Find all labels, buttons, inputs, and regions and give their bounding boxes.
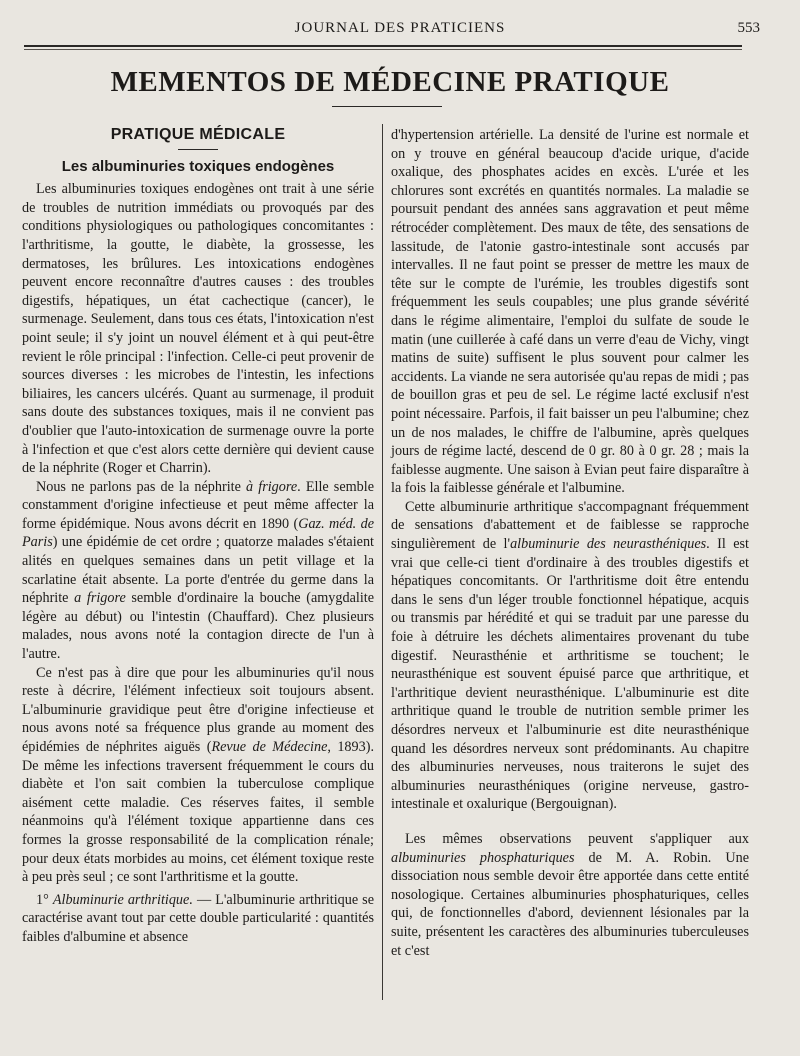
title-rule (332, 106, 442, 107)
page-title: MEMENTOS DE MÉDECINE PRATIQUE (110, 66, 670, 98)
header-rule (24, 45, 742, 47)
paragraph: 1° Albuminurie arthritique. — L'albuminurie arthritique se caractérise avant tout par cette double particularité : quantités faibles d'albumine et absence (22, 891, 374, 945)
column-divider (382, 124, 383, 1000)
section-heading: PRATIQUE MÉDICALE (110, 126, 286, 143)
section-rule (178, 149, 218, 150)
left-column (22, 126, 374, 947)
paragraph-gap (391, 814, 749, 830)
right-column (391, 126, 749, 960)
paragraph: d'hypertension artérielle. La densité de l'urine est normale et on y trouve en général beaucoup d'acide urique, d'acide oxalique, des phosphates acides en excès. L'urée et les chlorures sont excrétés en quantités normales. La maladie se poursuit pendant des années sans aggravation et peut même rétrocéder complètement. Des maux de tête, des sensations de lassitude, de l'atonie gastro-intestinale sont accusés par intervalles. Il ne faut point se presser de mettre les maux de tête sur le compte de l'urémie, les troubles digestifs sont fréquemment les seuls coupables; une plus grande sévérité dans le régime alimentaire, l'emploi du sulfate de soude le matin (une cuillerée à café dans un verre d'eau de Vichy, vingt matins de suite) suffisent le plus souvent pour calmer les accidents. La viande ne sera autorisée qu'au repas de midi ; pas de bouillon gras et peu de sel. Le régime lacté exclusif n'est point nécessaire. Parfois, il fait baisser un peu l'albumine; chez un de nos malades, le chiffre de l'albumine, après quelques jours de régime lacté, descend de 0 gr. 80 à 0 gr. 28 ; mais la faiblesse augmente. Une saison à Evian peut faire disparaître à la fois la faiblesse générale et l'albumine. (391, 127, 749, 497)
page-number: 553 (737, 20, 760, 36)
paragraph: Cette albuminurie arthritique s'accompagnant fréquemment de sensations d'abattement et de faiblesse se rapproche singulièrement de l'albuminurie des neurasthéniques. Il est vrai que celle-ci tient d'ordinaire à des troubles digestifs et hépatiques concomitants. Or l'arthritisme doit être entendu dans le sens d'un léger trouble fonctionnel hépatique, acquis ou transmis par hérédité et qui se traduit par une paresse du foie à détruire les déchets alimentaires provenant du tube digestif. Neurasthénie et arthritisme se touchent; le neurasthénique est souvent épuisé parce que arthritique, et l'arthritique devient neurasthénique. L'albuminurie est dite arthritique quand le trouble de nutrition semble primer les désordres nerveux et l'albuminurie est dite neurasthénique quand les désordres nerveux sont prédominants. Au chapitre des albuminuries nerveuses, nous traiterons le sujet des albuminuries neurasthéniques (origine nerveuse, gastro-intestinale et oxalurique (Bergouignan). (391, 498, 749, 813)
paragraph: Les albuminuries toxiques endogènes ont trait à une série de troubles de nutrition immédiats ou provoqués par des conditions physiologiques ou pathologiques concomitantes : l'arthritisme, la goutte, le diabète, la grossesse, les dermatoses, les brûlures. Les intoxications endogènes peuvent encore reconnaître d'autres causes : des troubles digestifs, hépatiques, un état cachectique (cancer), le surmenage. Seulement, dans tous ces états, l'intoxication n'est point seule; il s'y joint un nouvel élément et à qui peut-être revient le rôle principal : l'infection. Celle-ci peut provenir de sources diverses : les microbes de l'intestin, les infections biliaires, les cancers ulcérés. Quant au surmenage, il produit sans doute des substances toxiques, mais il ne convient pas d'oublier que l'auto-intoxication de surmenage ouvre la porte à l'infection et que c'est alors cette dernière qui devient cause de la néphrite (Roger et Charrin). (22, 181, 374, 477)
paragraph: Ce n'est pas à dire que pour les albuminuries qu'il nous reste à décrire, l'élément infectieux soit toujours absent. L'albuminurie gravidique peut être d'origine infectieuse et nous avons noté sa fréquence plus grande au moment des épidémies de néphrites aiguës (Revue de Médecine, 1893). De même les infections traversent fréquemment le cours du diabète et l'on sait combien la tuberculose complique aisément cette maladie. Ces réserves faites, il semble néanmoins qu'à l'élément toxique appartienne dans ces formes la grosse responsabilité de la complication rénale; pour deux états morbides au moins, cet élément toxique reste à peu près seul ; ce sont l'arthritisme et la goutte. (22, 664, 374, 886)
paragraph: Les mêmes observations peuvent s'appliquer aux albuminuries phosphaturiques de M. A. Robin. Une dissociation nous semble devoir être apportée dans cette entité nosologique. Certaines albuminuries phosphaturiques, celles qui, de fonctionnelles d'abord, deviennent lésionales par la suite, présentent les caractères des albuminuries tuberculeuses et c'est (391, 830, 749, 959)
paragraph: Nous ne parlons pas de la néphrite à frigore. Elle semble constamment d'origine infectieuse et peut même affecter la forme épidémique. Nous avons décrit en 1890 (Gaz. méd. de Paris) une épidémie de cet ordre ; quatorze malades s'étaient alités en quelques semaines dans un petit village et la scarlatine était absente. La porte d'entrée du germe dans la néphrite a frigore semble d'ordinaire la bouche (amygdalite légère au début) ou l'intestin (Chauffard). Chez plusieurs malades, nous avons noté la contagion directe de l'un à l'autre. (22, 478, 375, 663)
header-rule-thin (24, 49, 742, 50)
running-head (0, 20, 800, 44)
article-title: Les albuminuries toxiques endogènes (61, 157, 335, 175)
journal-title: JOURNAL DES PRATICIENS (294, 20, 506, 36)
